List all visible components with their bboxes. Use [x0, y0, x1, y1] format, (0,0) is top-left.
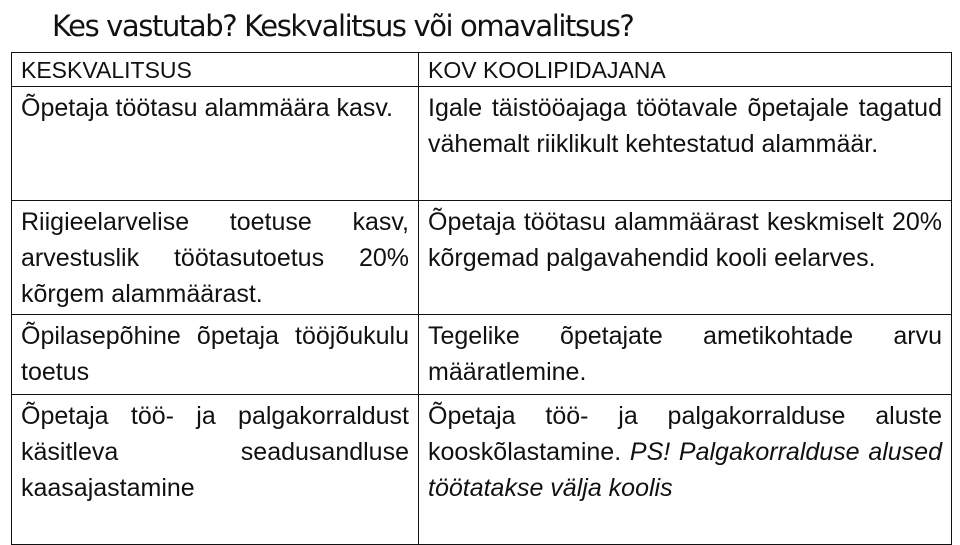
column-header-local-government: KOV KOOLIPIDAJANA [419, 53, 952, 87]
table-header-row [12, 53, 952, 87]
slide-title: Kes vastutab? Keskvalitsus või omavalitsus? [52, 9, 634, 43]
table-row [12, 395, 952, 545]
cell-central-row-1: Õpetaja töötasu alammäära kasv. [12, 87, 419, 201]
cell-local-row-3: Tegelike õpetajate ametikohtade arvu määratlemine. [419, 315, 952, 395]
cell-local-row-4-text: Õpetaja töö- ja palgakorralduse aluste kooskõlastamine. [428, 402, 942, 466]
cell-central-row-2: Riigieelarvelise toetuse kasv, arvestuslik töötasutoetus 20% kõrgem alammäärast. [12, 201, 419, 315]
table-row [12, 87, 952, 201]
cell-local-row-4-note: PS! Palgakorralduse alused töötatakse välja koolis [428, 438, 942, 502]
column-header-central-government: KESKVALITSUS [12, 53, 419, 87]
table-row [12, 201, 952, 315]
cell-central-row-4: Õpetaja töö- ja palgakorraldust käsitleva seadusandluse kaasajastamine [12, 395, 419, 545]
table-row [12, 315, 952, 395]
cell-local-row-4 [419, 395, 952, 545]
responsibility-table [11, 52, 952, 545]
cell-local-row-2: Õpetaja töötasu alammäärast keskmiselt 20% kõrgemad palgavahendid kooli eelarves. [419, 201, 952, 315]
cell-local-row-1: Igale täistööajaga töötavale õpetajale tagatud vähemalt riiklikult kehtestatud alammäär. [419, 87, 952, 201]
cell-central-row-3: Õpilasepõhine õpetaja tööjõukulu toetus [12, 315, 419, 395]
